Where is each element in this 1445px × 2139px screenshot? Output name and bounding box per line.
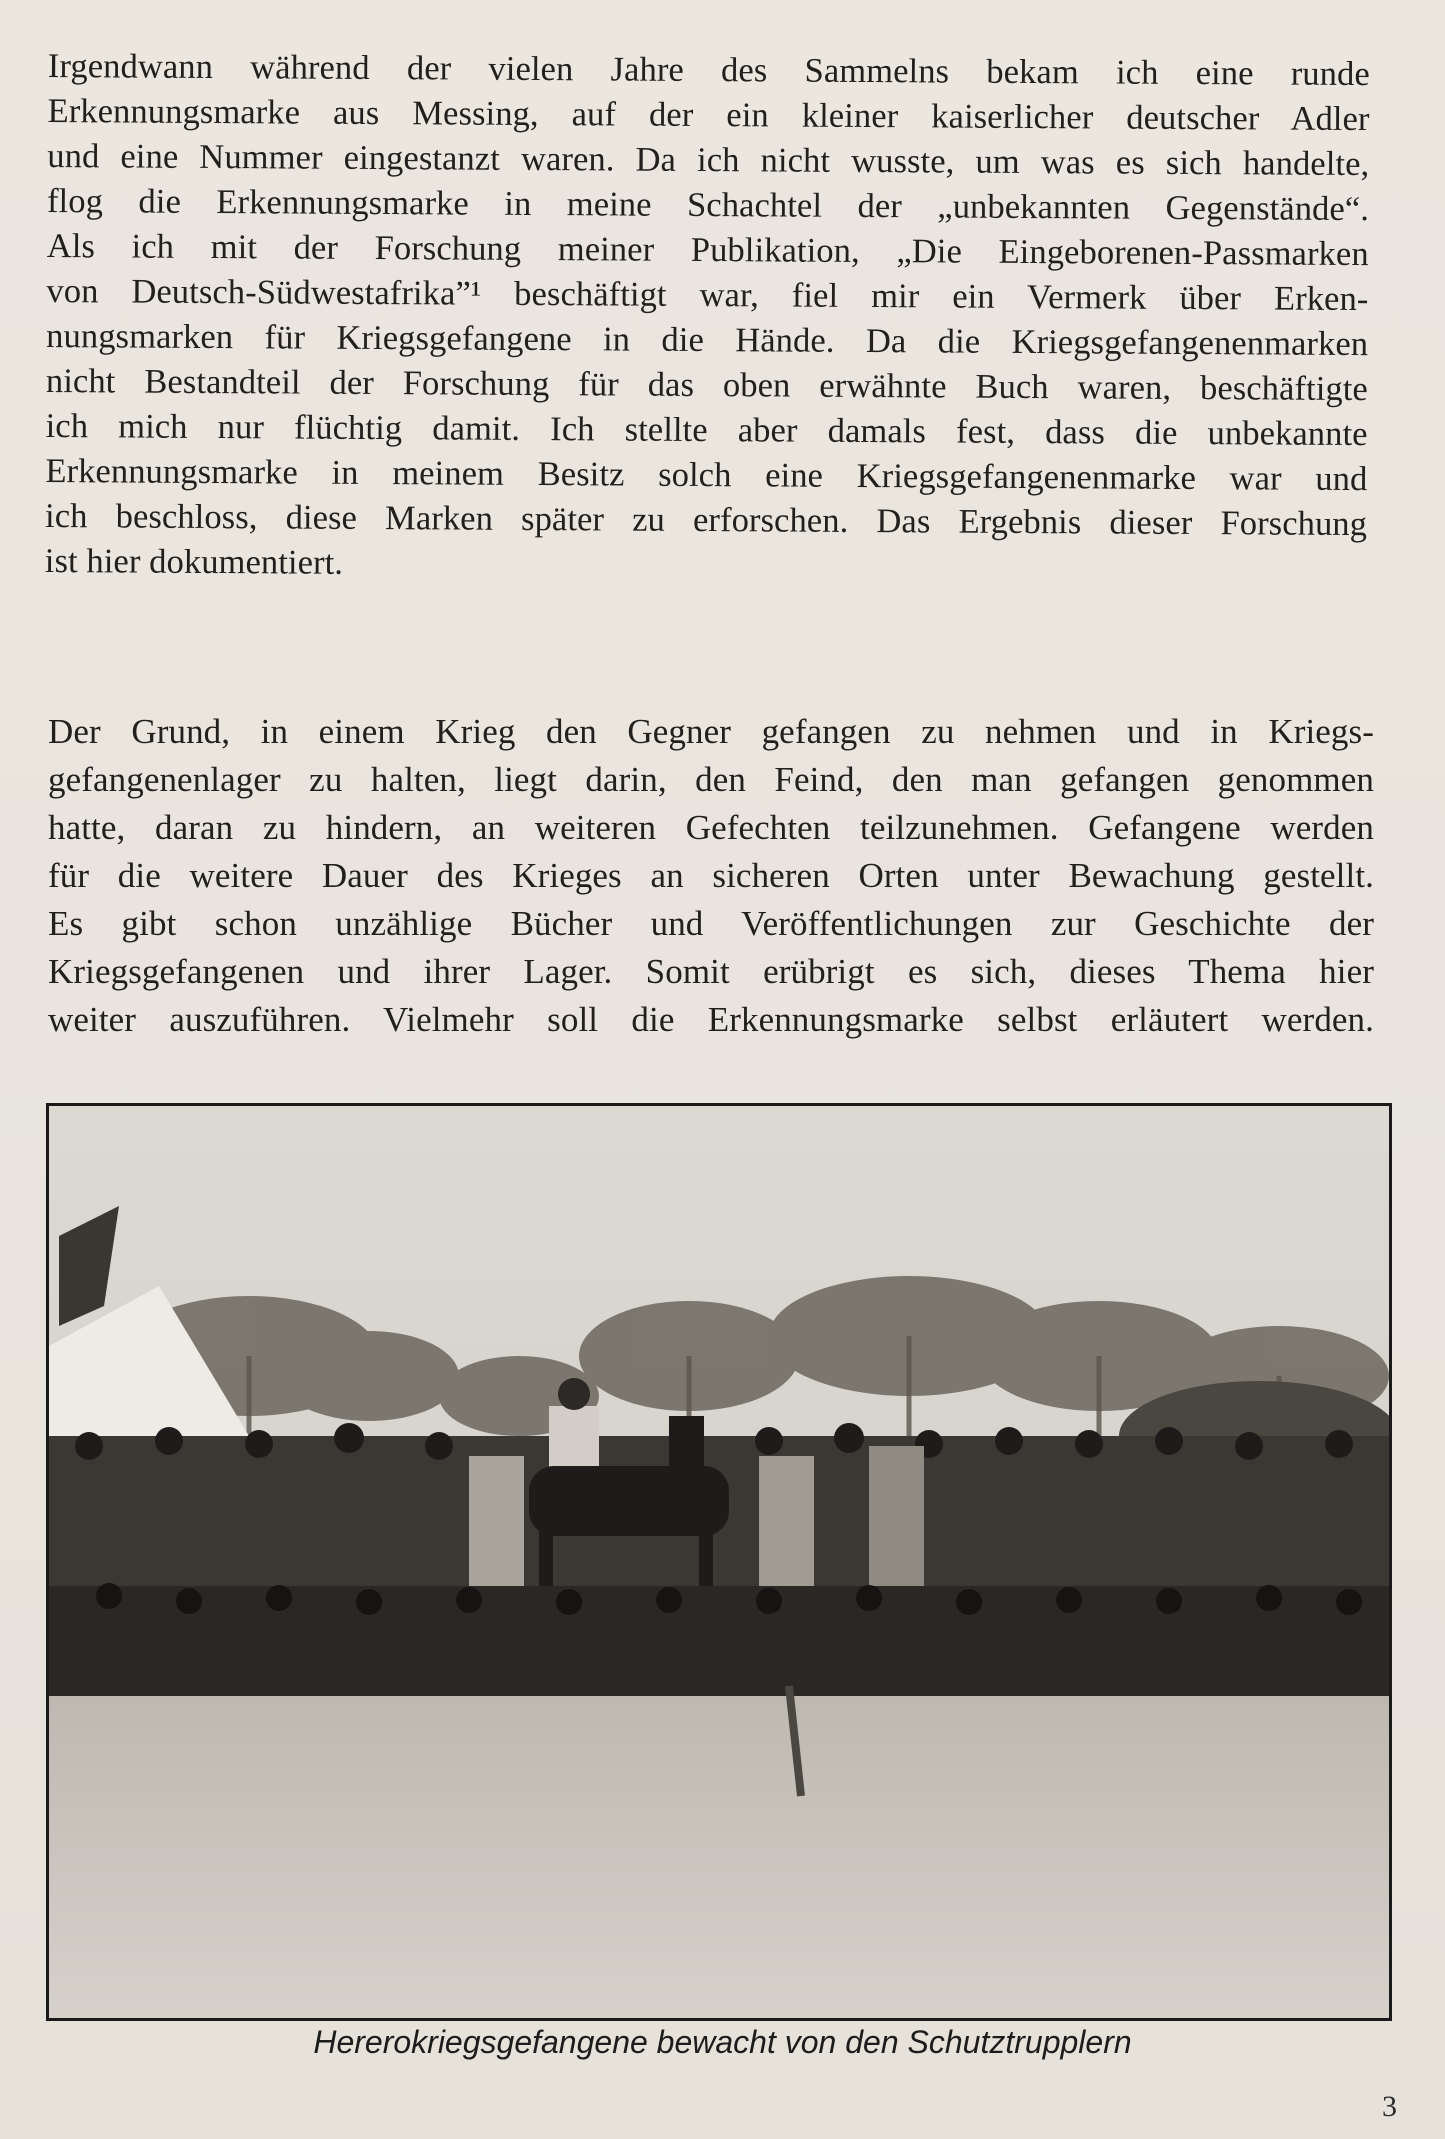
text-line: Irgendwann während der vielen Jahre des Sammelns bekam ich eine runde xyxy=(47,46,1370,94)
text-line: Es gibt schon unzählige Bücher und Veröffentlichungen zur Geschichte der xyxy=(48,904,1374,943)
text-line: und eine Nummer eingestanzt waren. Da ich nicht wusste, um was es sich handelte, xyxy=(47,136,1370,184)
text-line: ich mich nur flüchtig damit. Ich stellte aber damals fest, dass die unbekannte xyxy=(45,406,1368,454)
text-line: flog die Erkennungsmarke in meine Schachtel der „unbekannten Gegenstände“. xyxy=(46,181,1370,229)
text-line: Erkennungsmarke aus Messing, auf der ein kleiner kaiserlicher deutscher Adler xyxy=(47,91,1370,139)
text-line: Kriegsgefangenen und ihrer Lager. Somit erübrigt es sich, dieses Thema hier xyxy=(48,952,1374,991)
photo-caption: Hererokriegsgefangene bewacht von den Schutztrupplern xyxy=(313,2024,1132,2060)
text-line: nungsmarken für Kriegsgefangene in die Hände. Da die Kriegsgefangenenmarken xyxy=(46,316,1369,364)
text-line: für die weitere Dauer des Krieges an sicheren Orten unter Bewachung gestellt. xyxy=(48,856,1374,895)
text-line: ist hier dokumentiert. xyxy=(44,541,344,582)
text-line: gefangenenlager zu halten, liegt darin, den Feind, den man gefangen genommen xyxy=(48,760,1374,799)
photo-illustration xyxy=(49,1106,1389,2018)
text-line: ich beschloss, diese Marken später zu erforschen. Das Ergebnis dieser Forschung xyxy=(45,496,1368,544)
text-line: von Deutsch-Südwestafrika”¹ beschäftigt war, fiel mir ein Vermerk über Erken- xyxy=(46,271,1369,319)
text-line: hatte, daran zu hindern, an weiteren Gefechten teilzunehmen. Gefangene werden xyxy=(48,808,1374,847)
paragraph-2 xyxy=(48,708,1374,1044)
page-number: 3 xyxy=(1382,2090,1397,2123)
text-line: weiter auszuführen. Vielmehr soll die Erkennungsmarke selbst erläutert werden. xyxy=(48,1000,1374,1039)
text-line: Erkennungsmarke in meinem Besitz solch eine Kriegsgefangenenmarke war und xyxy=(45,451,1368,499)
text-line: Der Grund, in einem Krieg den Gegner gefangen zu nehmen und in Kriegs- xyxy=(48,712,1374,751)
text-line: nicht Bestandteil der Forschung für das oben erwähnte Buch waren, beschäftigte xyxy=(45,361,1369,409)
historical-photo xyxy=(46,1103,1392,2021)
text-line: Als ich mit der Forschung meiner Publikation, „Die Eingeborenen-Passmarken xyxy=(46,226,1369,274)
paragraph-1 xyxy=(45,44,1370,592)
